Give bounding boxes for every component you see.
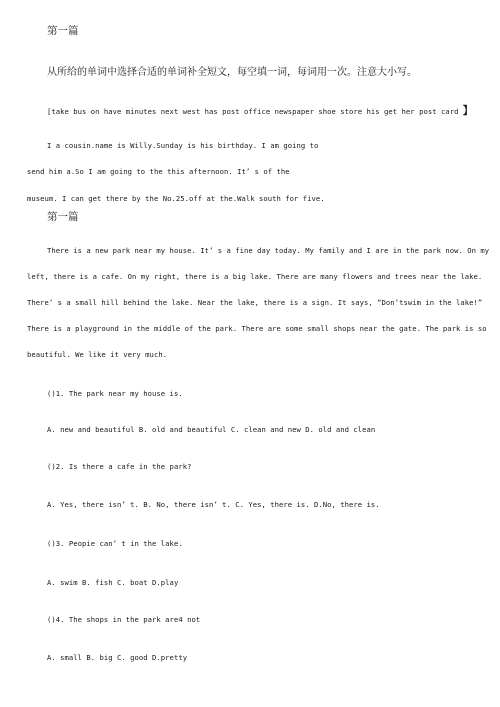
section1-instruction: 从所给的单词中选择合适的单词补全短文，每空填一词，每词用一次。注意大小写。 bbox=[47, 67, 417, 78]
question-4-options: A. small B. big C. good D.pretty bbox=[47, 653, 188, 662]
section2-passage-line-3: There’ s a small hill behind the lake. Near the lake, there is a sign. It says, “Don’tswim in the lake!” bbox=[27, 298, 483, 307]
section1-passage-line-2: send him a.So I am going to the this afternoon. It’ s of the bbox=[27, 167, 290, 176]
section1-passage-line-1: I a cousin.name is Willy.Sunday is his birthday. I am going to bbox=[47, 141, 319, 150]
question-3-options: A. swim B. fish C. boat D.play bbox=[47, 578, 179, 587]
question-4-stem: ()4. The shops in the park are4 not bbox=[47, 615, 201, 624]
question-2-options: A. Yes, there isn’ t. B. No, there isn’ t. C. Yes, there is. D.No, there is. bbox=[47, 500, 380, 509]
section2-passage-line-1: There is a new park near my house. It’ s a fine day today. My family and I are in the park now. On my bbox=[47, 246, 490, 255]
word-bank bbox=[47, 102, 473, 117]
section2-passage-line-4: There is a playground in the middle of the park. There are some small shops near the gate. The park is so bbox=[27, 324, 487, 333]
question-1-stem: ()1. The park near my house is. bbox=[47, 389, 183, 398]
section1-passage-line-3: museum. I can get there by the No.25.off at the.Walk south for five. bbox=[27, 194, 325, 203]
section2-passage-line-5: beautiful. We like it very much. bbox=[27, 350, 168, 359]
section2-heading: 第一篇 bbox=[47, 211, 79, 223]
section1-heading: 第一篇 bbox=[47, 25, 79, 37]
section2-passage-line-2: left, there is a cafe. On my right, there is a big lake. There are many flowers and trees near the lake. bbox=[27, 272, 483, 281]
question-1-options: A. new and beautiful B. old and beautiful C. clean and new D. old and clean bbox=[47, 425, 376, 434]
word-bank-close-bracket: 】 bbox=[462, 106, 473, 117]
question-3-stem: ()3. Peopie can’ t in the lake. bbox=[47, 539, 183, 548]
question-2-stem: ()2. Is there a cafe in the park? bbox=[47, 462, 192, 471]
word-bank-text: [take bus on have minutes next west has post office newspaper shoe store his get her post card bbox=[47, 107, 459, 116]
